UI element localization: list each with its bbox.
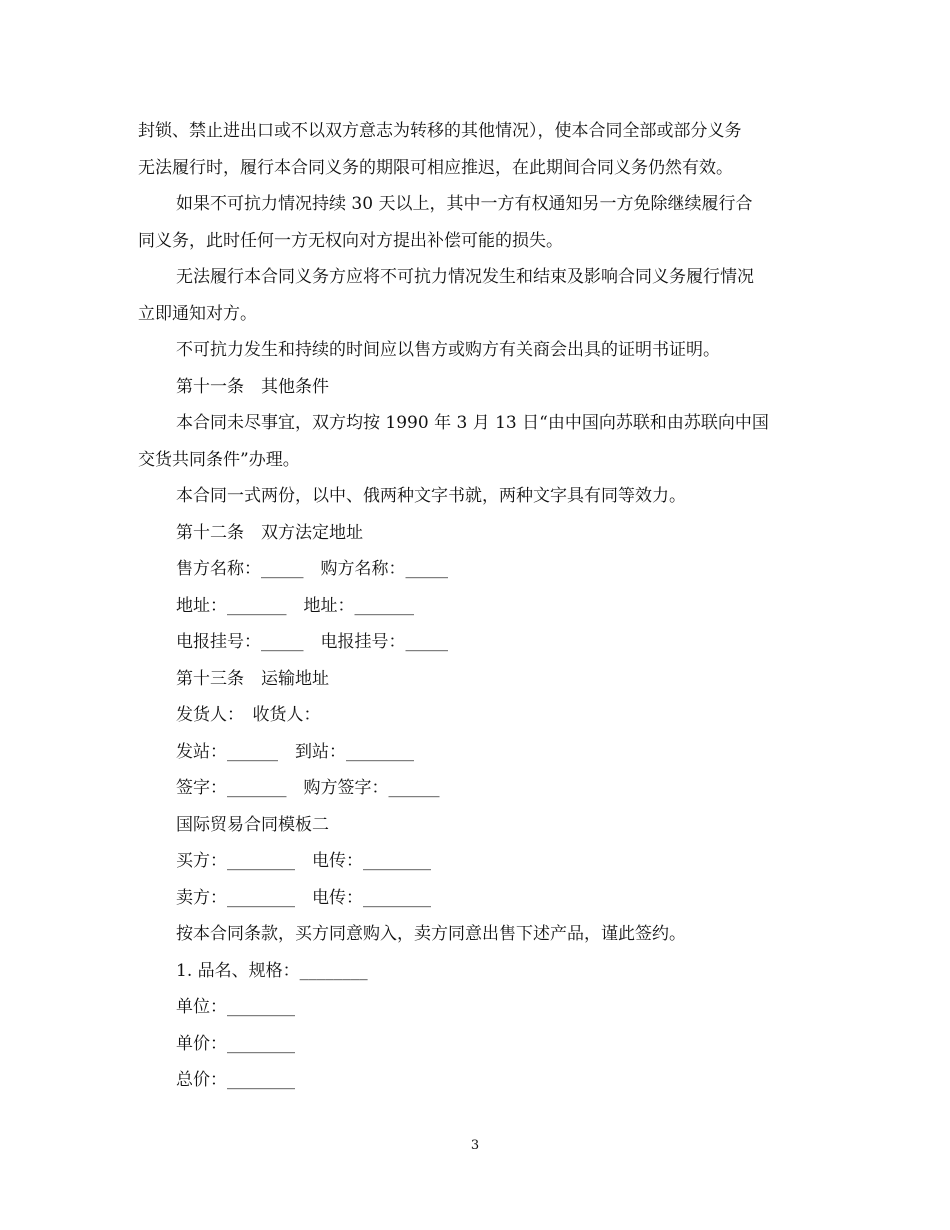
form-line: 1. 品名、规格：________ bbox=[176, 960, 368, 981]
form-line: 售方名称：_____ 购方名称：_____ bbox=[176, 559, 448, 579]
page-number: 3 bbox=[470, 1138, 480, 1153]
form-line: 发站：______ 到站：________ bbox=[176, 741, 414, 762]
text-line: 如果不可抗力情况持续 30 天以上，其中一方有权通知另一方免除继续履行合 bbox=[176, 194, 753, 214]
form-line: 电报挂号：_____ 电报挂号：_____ bbox=[176, 632, 448, 652]
text-line: 本合同一式两份，以中、俄两种文字书就，两种文字具有同等效力。 bbox=[176, 486, 686, 506]
document-body bbox=[138, 113, 818, 1099]
form-line: 发货人： 收货人： bbox=[176, 705, 321, 725]
text-line: 不可抗力发生和持续的时间应以售方或购方有关商会出具的证明书证明。 bbox=[176, 340, 720, 360]
form-line: 总价：________ bbox=[176, 1070, 295, 1090]
section-heading: 第十二条 双方法定地址 bbox=[176, 522, 363, 543]
text-line: 本合同未尽事宜，双方均按 1990 年 3 月 13 日“由中国向苏联和由苏联向中国 bbox=[176, 413, 769, 433]
text-line: 封锁、禁止进出口或不以双方意志为转移的其他情况），使本合同全部或部分义务 bbox=[138, 121, 742, 141]
form-line: 买方：________ 电传：________ bbox=[176, 851, 431, 871]
form-line: 单价：________ bbox=[176, 1033, 295, 1054]
text-line: 交货共同条件”办理。 bbox=[138, 449, 300, 470]
form-line: 卖方：________ 电传：________ bbox=[176, 887, 431, 908]
text-line: 无法履行时，履行本合同义务的期限可相应推迟，在此期间合同义务仍然有效。 bbox=[138, 157, 733, 178]
form-line: 单位：________ bbox=[176, 997, 295, 1017]
text-line: 无法履行本合同义务方应将不可抗力情况发生和结束及影响合同义务履行情况 bbox=[176, 267, 754, 287]
section-heading: 第十一条 其他条件 bbox=[176, 376, 329, 397]
form-line: 签字：_______ 购方签字：______ bbox=[176, 778, 440, 798]
form-line: 地址：_______ 地址：_______ bbox=[176, 595, 414, 616]
text-line: 同义务，此时任何一方无权向对方提出补偿可能的损失。 bbox=[138, 230, 563, 251]
document-subtitle: 国际贸易合同模板二 bbox=[176, 814, 329, 835]
text-line: 立即通知对方。 bbox=[138, 303, 257, 324]
text-line: 按本合同条款，买方同意购入，卖方同意出售下述产品，谨此签约。 bbox=[176, 924, 686, 944]
section-heading: 第十三条 运输地址 bbox=[176, 668, 329, 689]
